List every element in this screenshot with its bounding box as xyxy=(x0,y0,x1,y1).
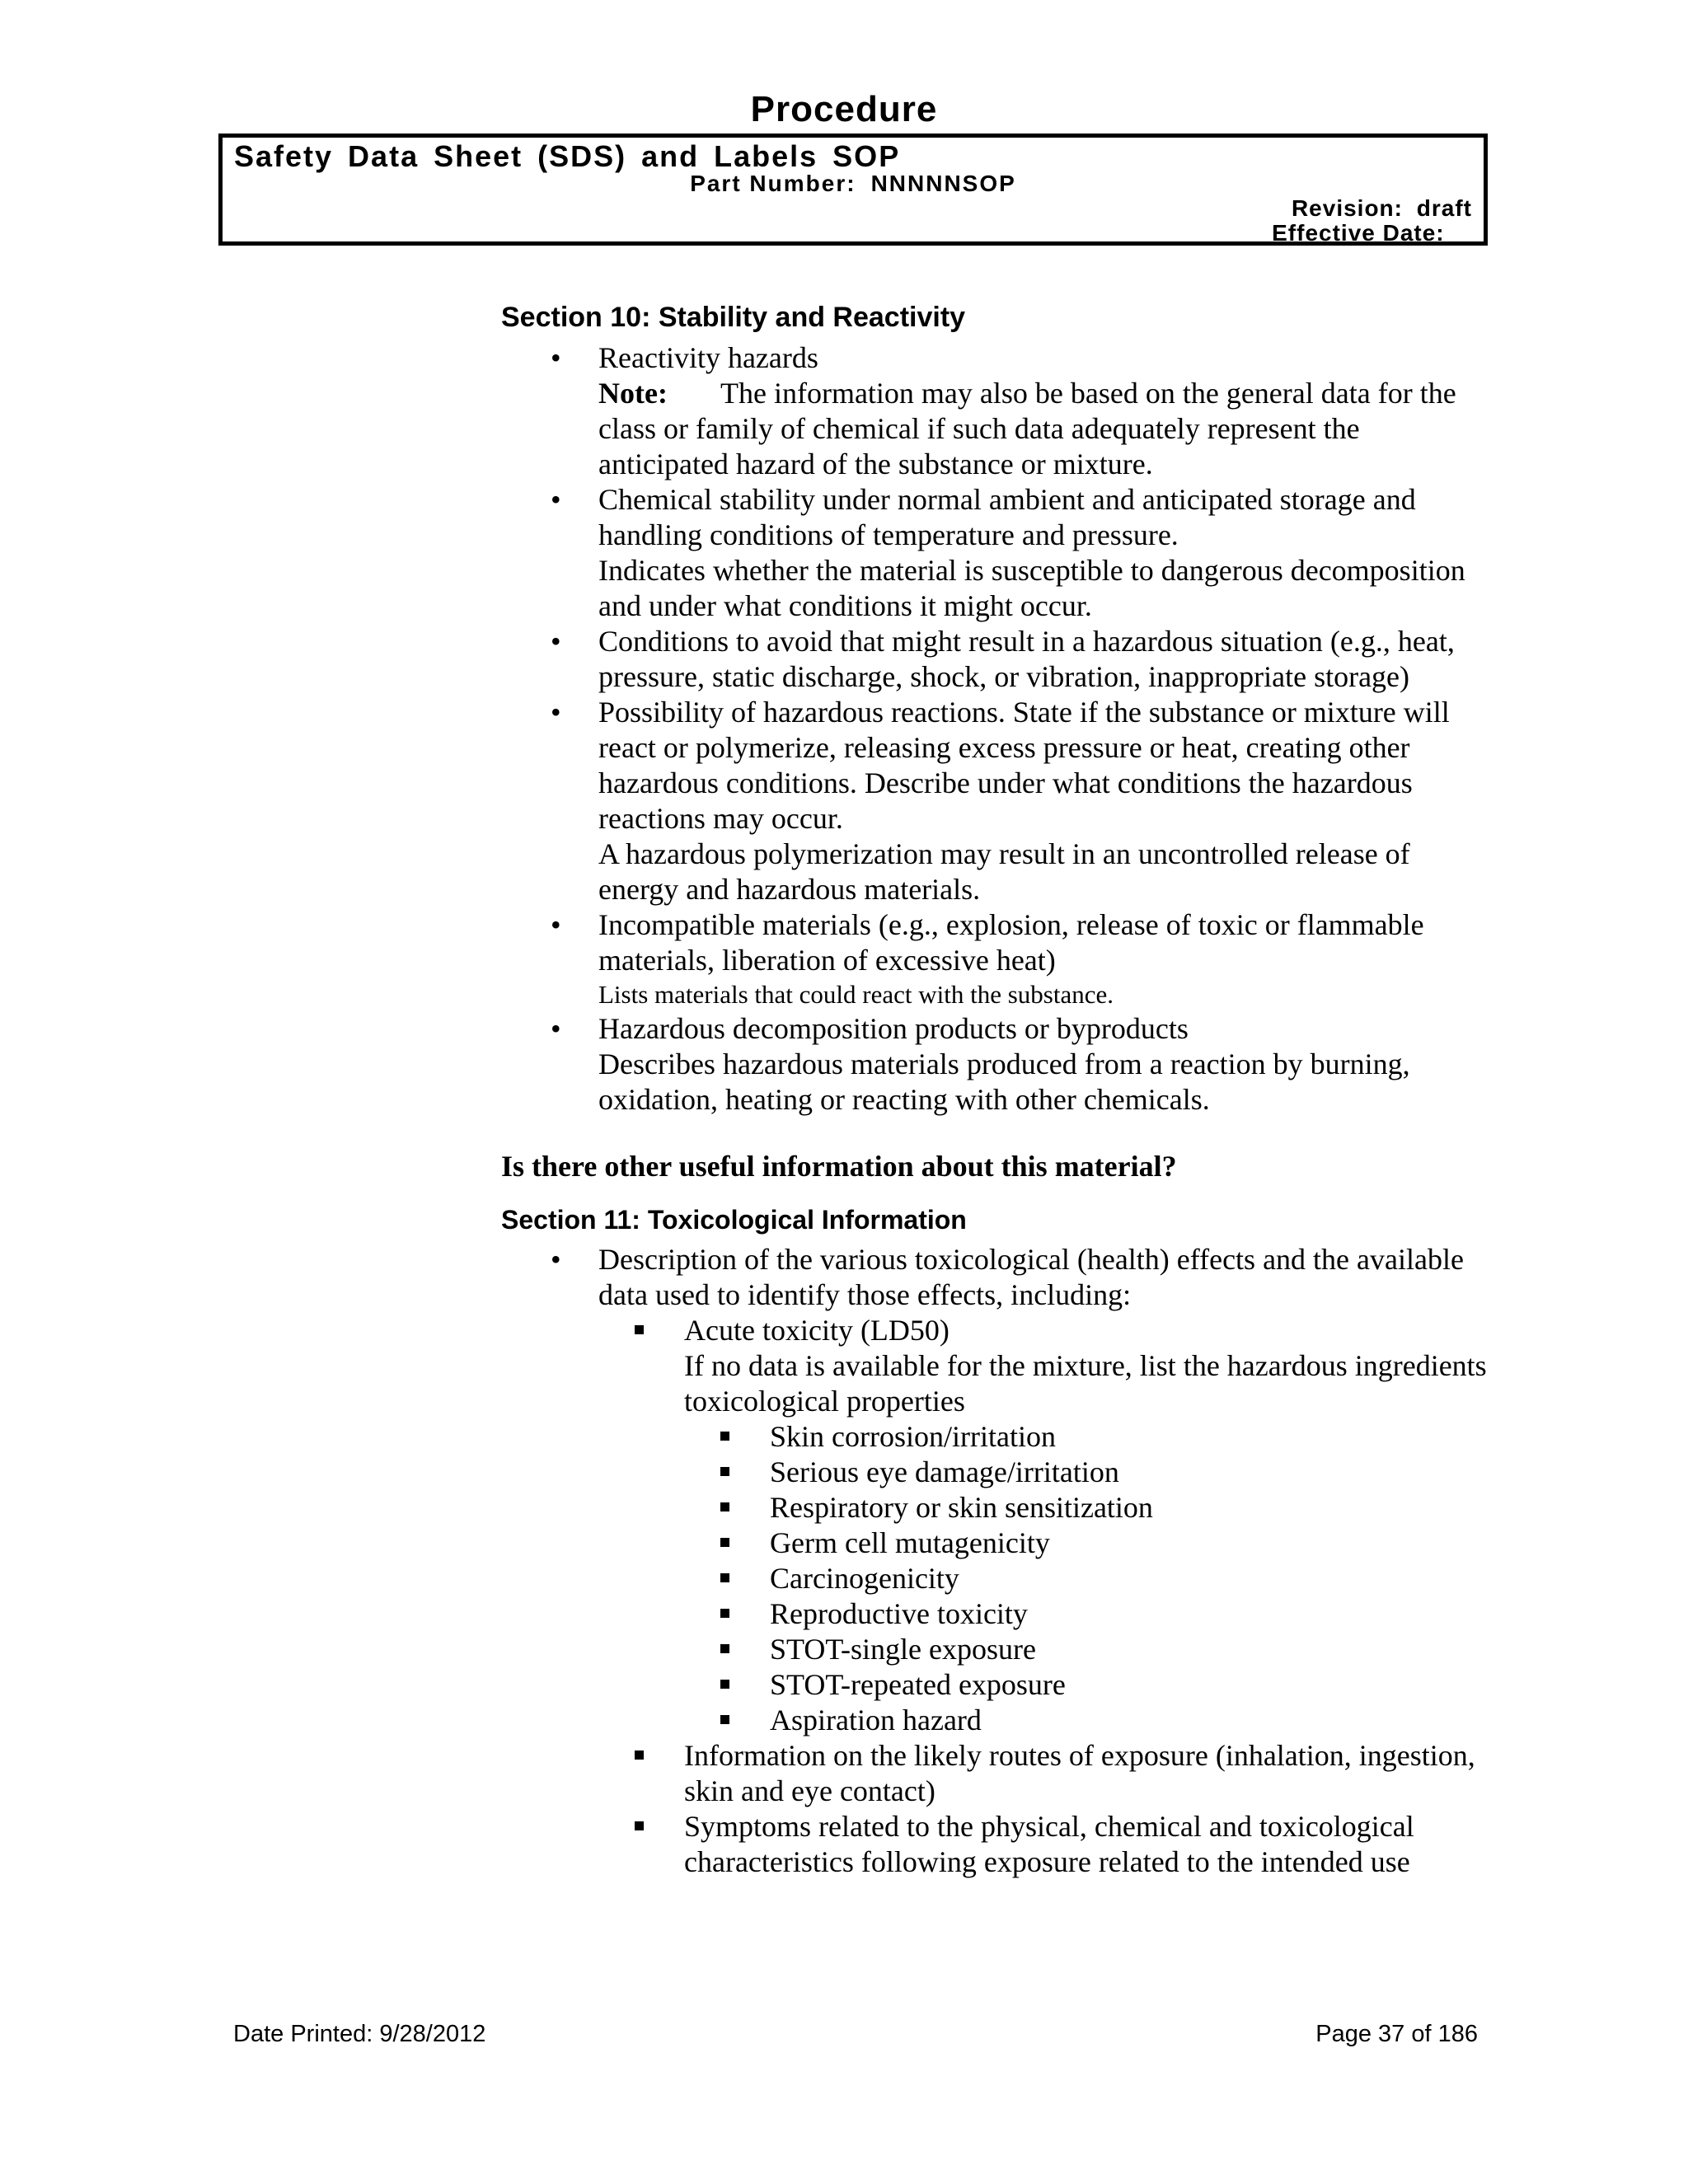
list-item xyxy=(598,1011,1490,1118)
list-item xyxy=(598,907,1490,1011)
conditions-to-avoid: • Conditions to avoid that might result in a hazardous situation (e.g., heat, pressure, static discharge, shock, or vibration, inappropriate storage) xyxy=(598,625,1455,693)
date-printed: Date Printed: 9/28/2012 xyxy=(233,2021,486,2047)
chemical-stability-detail: Indicates whether the material is susceptible to dangerous decomposition and under what conditions it might occur. xyxy=(598,554,1465,622)
note-label: Note: xyxy=(598,377,668,410)
list-item: Reproductive toxicity xyxy=(770,1596,1490,1632)
page-content xyxy=(501,302,1490,1880)
page-number: Page 37 of 186 xyxy=(1315,2021,1478,2047)
chemical-stability: • Chemical stability under normal ambient and anticipated storage and handling conditions of temperature and pressure. xyxy=(598,483,1416,551)
list-item: Information on the likely routes of exposure (inhalation, ingestion, skin and eye contact) xyxy=(684,1738,1490,1809)
hazardous-reactions: • Possibility of hazardous reactions. State if the substance or mixture will react or polymerize, releasing excess pressure or heat, creating other hazardous conditions. Describe under what conditions the hazardous reactions may occur. xyxy=(598,696,1450,835)
section-10-heading: Section 10: Stability and Reactivity xyxy=(501,302,966,333)
list-item: STOT-single exposure xyxy=(770,1632,1490,1667)
reactivity-note xyxy=(598,376,1490,482)
list-item xyxy=(598,1242,1490,1880)
list-item: STOT-repeated exposure xyxy=(770,1667,1490,1703)
revision-value: draft xyxy=(1416,195,1472,221)
section-11-list xyxy=(501,1242,1490,1880)
incompatible-materials: • Incompatible materials (e.g., explosion, release of toxic or flammable materials, liberation of excessive heat) xyxy=(598,908,1424,977)
list-item xyxy=(598,482,1490,624)
incompatible-materials-detail: Lists materials that could react with the substance. xyxy=(598,980,1114,1009)
toxicological-intro: • Description of the various toxicological (health) effects and the available data used to identify those effects, including: xyxy=(598,1243,1464,1311)
list-item: Aspiration hazard xyxy=(770,1703,1490,1738)
list-item: Carcinogenicity xyxy=(770,1561,1490,1596)
document-type-title: Procedure xyxy=(750,89,938,129)
list-item: Germ cell mutagenicity xyxy=(770,1526,1490,1561)
part-number-value: NNNNNSOP xyxy=(870,171,1016,196)
section-10-list xyxy=(501,340,1490,1118)
decomposition-products: • Hazardous decomposition products or byproducts xyxy=(598,1012,1189,1045)
effective-date xyxy=(1272,220,1472,246)
note-text: The information may also be based on the general data for the class or family of chemical if such data adequately represent the anticipated hazard of the substance or mixture. xyxy=(598,377,1456,480)
list-item: Respiratory or skin sensitization xyxy=(770,1490,1490,1526)
decomposition-products-detail: Describes hazardous materials produced from a reaction by burning, oxidation, heating or reacting with other chemicals. xyxy=(598,1047,1410,1116)
acute-toxicity: Acute toxicity (LD50) xyxy=(684,1314,950,1347)
sop-name: Safety Data Sheet (SDS) and Labels SOP xyxy=(234,139,901,173)
list-item xyxy=(598,624,1490,695)
section-11-heading: Section 11: Toxicological Information xyxy=(501,1205,967,1235)
revision-label: Revision: xyxy=(1291,195,1403,221)
hazardous-reactions-detail: A hazardous polymerization may result in an uncontrolled release of energy and hazardous materials. xyxy=(598,837,1410,906)
other-info-question: Is there other useful information about this material? xyxy=(501,1150,1177,1183)
document-header-box xyxy=(218,134,1488,246)
list-item xyxy=(598,340,1490,482)
list-item: Skin corrosion/irritation xyxy=(770,1419,1490,1455)
list-item: Serious eye damage/irritation xyxy=(770,1455,1490,1490)
toxicological-sublist xyxy=(598,1313,1490,1880)
reactivity-hazards: • Reactivity hazards xyxy=(598,341,818,374)
toxicity-properties-list xyxy=(684,1419,1490,1738)
acute-toxicity-detail: If no data is available for the mixture, list the hazardous ingredients toxicological properties xyxy=(684,1349,1487,1418)
part-number-label: Part Number: xyxy=(690,171,856,196)
effective-date-label: Effective Date: xyxy=(1272,220,1445,246)
revision xyxy=(1292,195,1472,222)
effective-date-value: _ xyxy=(1458,220,1472,246)
part-number xyxy=(223,171,1484,197)
list-item: Symptoms related to the physical, chemical and toxicological characteristics following exposure related to the intended use xyxy=(684,1809,1490,1880)
list-item xyxy=(684,1313,1490,1738)
list-item xyxy=(598,695,1490,907)
